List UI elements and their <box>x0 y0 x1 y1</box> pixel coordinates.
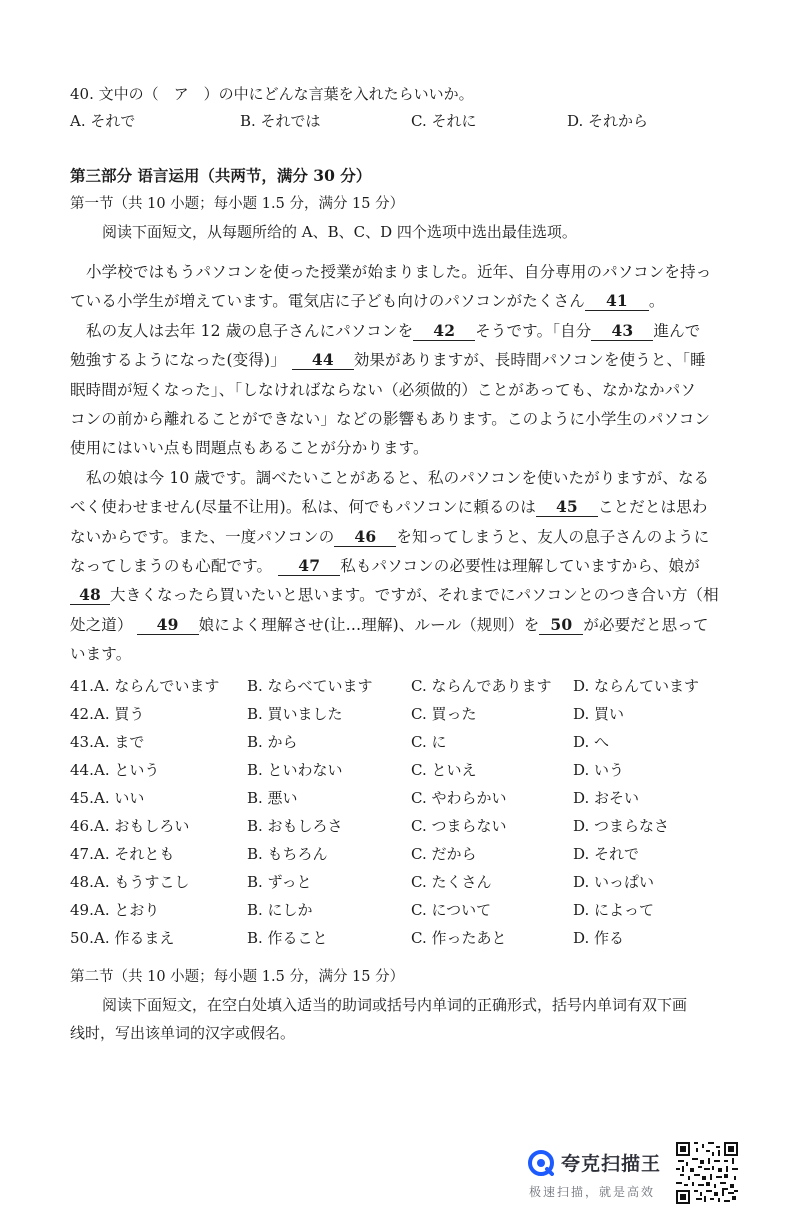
quark-logo-icon <box>528 1150 554 1176</box>
option-d: D. いっぱい <box>573 873 655 891</box>
option-a: A. いい <box>94 789 145 807</box>
option-a: A. という <box>94 761 160 779</box>
option-c: C. といえ <box>411 761 477 779</box>
option-d: D. いう <box>573 761 625 779</box>
question-number: 48. <box>70 873 94 891</box>
passage-text: ことだとは思わ <box>597 498 708 517</box>
passage-text: 眠時間が短くなった」、「しなければならない（必须做的）ことがあっても、なかなかパソ <box>70 380 696 399</box>
part3-title: 第三部分 语言运用（共两节，满分 30 分） <box>70 166 372 185</box>
option-d: D. 作る <box>573 929 625 947</box>
blank-47: 47 <box>278 557 340 576</box>
option-b: B. おもしろさ <box>247 817 343 835</box>
passage-text: が必要だと思って <box>583 615 709 634</box>
passage-line <box>70 317 736 346</box>
passage-text: 处之道） <box>70 615 133 634</box>
passage-text: 私もパソコンの必要性は理解していますから、娘が <box>340 556 700 575</box>
passage-text: 勉強するようになった(变得)」 <box>70 351 286 370</box>
passage-line <box>70 346 736 375</box>
option-b: B. 買いました <box>247 705 343 723</box>
option-d: D. つまらなさ <box>573 817 670 835</box>
option-b: B. もちろん <box>247 845 328 863</box>
option-d: D. 買い <box>573 705 625 723</box>
q40-option-d: D. それから <box>567 112 649 130</box>
passage-text: ている小学生が増えています。電気店に子ども向けのパソコンがたくさん <box>70 292 585 311</box>
section2-instruction-cont: 线时，写出该单词的汉字或假名。 <box>70 1024 296 1042</box>
passage-line <box>70 434 736 463</box>
option-b: B. から <box>247 733 298 751</box>
option-d: D. それで <box>573 845 640 863</box>
app-name: 夸克扫描王 <box>561 1153 662 1175</box>
option-d: D. によって <box>573 901 655 919</box>
option-a: A. おもしろい <box>94 817 190 835</box>
passage-text: 。 <box>648 292 665 311</box>
passage-text: 使用にはいい点も問題点もあることが分かります。 <box>70 439 429 458</box>
blank-48: 48 <box>70 586 110 605</box>
qr-code-icon <box>676 1142 738 1204</box>
passage-text: 小学校ではもうパソコンを使った授業が始まりました。近年、自分専用のパソコンを持っ <box>86 263 712 281</box>
option-a: A. 買う <box>94 705 145 723</box>
passage-text: なってしまうのも心配です。 <box>70 556 273 575</box>
passage-text: 大きくなったら買いたいと思います。ですが、それまでにパソコンとのつき合い方（相 <box>110 586 719 605</box>
question-number: 46. <box>70 817 94 835</box>
question-number: 43. <box>70 733 94 751</box>
option-d: D. ならんています <box>573 677 700 695</box>
passage-line <box>70 640 736 669</box>
blank-45: 45 <box>536 498 598 517</box>
option-c: C. ならんであります <box>411 677 552 695</box>
section1-header: 第一节（共 10 小题；每小题 1.5 分，满分 15 分） <box>70 196 405 212</box>
question-number: 50. <box>70 929 94 947</box>
blank-42: 42 <box>413 322 475 341</box>
blank-46: 46 <box>334 528 396 547</box>
section1-instruction: 阅读下面短文，从每题所给的 A、B、C、D 四个选项中选出最佳选项。 <box>102 223 577 241</box>
blank-44: 44 <box>292 351 354 370</box>
option-c: C. 作ったあと <box>411 929 507 947</box>
question-number: 49. <box>70 901 94 919</box>
passage-text: 私の娘は今 10 歳です。調べたいことがあると、私のパソコンを使いたがりますが、なる <box>86 468 710 487</box>
blank-43: 43 <box>591 322 653 341</box>
option-c: C. について <box>411 901 492 919</box>
passage-line <box>70 493 736 522</box>
passage-line <box>70 523 736 552</box>
reading-passage <box>70 258 736 669</box>
blank-41: 41 <box>585 292 649 311</box>
passage-text: 私の友人は去年 12 歳の息子さんにパソコンを <box>86 321 414 340</box>
app-slogan: 极速扫描，就是高效 <box>529 1185 656 1199</box>
passage-line <box>70 258 736 287</box>
option-c: C. 買った <box>411 705 477 723</box>
option-c: C. だから <box>411 845 477 863</box>
passage-text: 効果がありますが、長時間パソコンを使うと、「睡 <box>353 351 706 370</box>
passage-line <box>70 405 736 434</box>
passage-text: を知ってしまうと、友人の息子さんのように <box>396 527 710 546</box>
passage-text: そうです。「自分 <box>475 321 592 340</box>
option-b: B. 悪い <box>247 789 298 807</box>
section2-instruction: 阅读下面短文，在空白处填入适当的助词或括号内单词的正确形式，括号内单词有双下画 <box>102 996 688 1014</box>
option-a: A. とおり <box>94 901 160 919</box>
question-number: 44. <box>70 761 94 779</box>
passage-text: ないからです。また、一度パソコンの <box>70 527 335 546</box>
passage-text: 娘によく理解させ(让…理解)、ルール（规则）を <box>198 615 540 634</box>
option-b: B. 作ること <box>247 929 328 947</box>
passage-line <box>70 287 736 316</box>
passage-text: コンの前から離れることができない」などの影響もあります。このように小学生のパソコン <box>70 409 711 428</box>
q40-stem: 40. 文中の（ ア ）の中にどんな言葉を入れたらいいか。 <box>70 85 474 103</box>
option-b: B. といわない <box>247 761 343 779</box>
blank-50: 50 <box>539 616 583 635</box>
option-d: D. へ <box>573 733 610 751</box>
passage-line <box>70 464 736 493</box>
option-b: B. にしか <box>247 901 313 919</box>
option-c: C. やわらかい <box>411 789 507 807</box>
question-number: 41. <box>70 677 94 695</box>
option-a: A. それとも <box>94 845 175 863</box>
passage-text: います。 <box>70 645 132 664</box>
option-c: C. つまらない <box>411 817 507 835</box>
section2-header: 第二节（共 10 小题；每小题 1.5 分，满分 15 分） <box>70 969 405 985</box>
option-a: A. 作るまえ <box>94 929 175 947</box>
blank-49: 49 <box>137 616 199 635</box>
passage-line <box>70 376 736 405</box>
option-a: A. まで <box>94 733 145 751</box>
option-a: A. もうすこし <box>94 873 190 891</box>
option-d: D. おそい <box>573 789 640 807</box>
passage-text: べく使わせません(尽量不让用)。私は、何でもパソコンに頼るのは <box>70 498 536 517</box>
question-number: 42. <box>70 705 94 723</box>
option-a: A. ならんでいます <box>94 677 220 695</box>
q40-option-c: C. それに <box>411 112 477 130</box>
option-b: B. ならべています <box>247 677 373 695</box>
passage-line <box>70 611 736 640</box>
option-c: C. に <box>411 733 447 751</box>
q40-option-a: A. それで <box>70 112 136 130</box>
passage-line <box>70 581 736 610</box>
passage-line <box>70 552 736 581</box>
option-c: C. たくさん <box>411 873 492 891</box>
q40-option-b: B. それでは <box>240 112 321 130</box>
option-b: B. ずっと <box>247 873 312 891</box>
passage-text: 進んで <box>653 321 701 340</box>
scanner-watermark <box>527 1146 667 1202</box>
question-number: 45. <box>70 789 94 807</box>
question-number: 47. <box>70 845 94 863</box>
